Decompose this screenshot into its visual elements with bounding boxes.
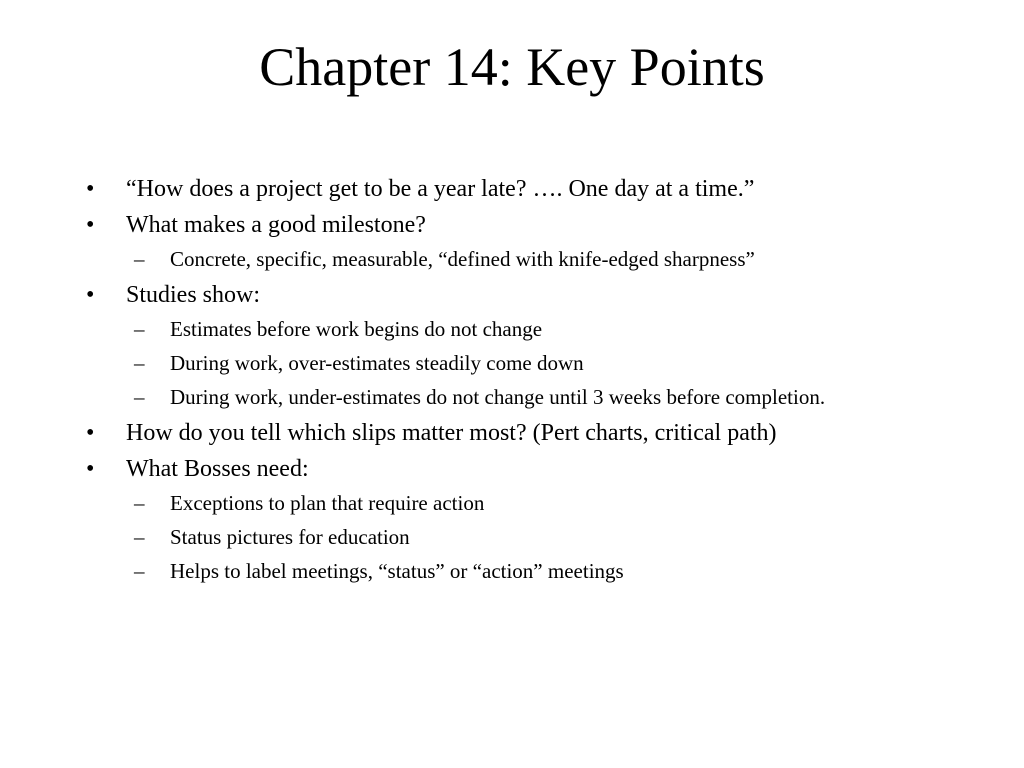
sub-bullet-marker: –: [134, 559, 145, 583]
bullet-item: [86, 175, 966, 203]
sub-bullet-marker: –: [134, 525, 145, 549]
bullet-list: [86, 175, 966, 593]
bullet-text: Studies show:: [126, 282, 261, 308]
bullet-item: [86, 419, 966, 447]
sub-bullet-text: Exceptions to plan that require action: [170, 491, 485, 515]
bullet-text: What Bosses need:: [126, 456, 309, 482]
sub-bullet-marker: –: [134, 247, 145, 271]
sub-bullet-text: Status pictures for education: [170, 525, 410, 549]
sub-bullet-item: [134, 385, 870, 409]
sub-bullet-text: Estimates before work begins do not change: [170, 317, 543, 341]
sub-bullet-marker: –: [134, 385, 145, 409]
sub-bullet-marker: –: [134, 351, 145, 375]
bullet-item: [86, 211, 966, 239]
sub-bullet-item: [134, 559, 870, 583]
sub-bullet-text: Helps to label meetings, “status” or “action” meetings: [170, 559, 624, 583]
bullet-text: “How does a project get to be a year late? …. One day at a time.”: [126, 176, 755, 202]
bullet-item: [86, 281, 966, 309]
bullet-text: What makes a good milestone?: [126, 212, 426, 238]
bullet-marker: •: [86, 456, 95, 482]
bullet-marker: •: [86, 176, 95, 202]
slide-title: Chapter 14: Key Points: [259, 37, 765, 97]
sub-bullet-text: During work, over-estimates steadily come down: [170, 351, 584, 375]
sub-bullet-marker: –: [134, 491, 145, 515]
bullet-item: [86, 455, 966, 483]
sub-bullet-marker: –: [134, 317, 145, 341]
sub-bullet-item: [134, 525, 870, 549]
sub-bullet-item: [134, 351, 870, 375]
bullet-marker: •: [86, 420, 95, 446]
sub-bullet-item: [134, 247, 870, 271]
sub-bullet-item: [134, 317, 870, 341]
sub-bullet-item: [134, 491, 870, 515]
bullet-text: How do you tell which slips matter most? (Pert charts, critical path): [126, 420, 777, 446]
bullet-marker: •: [86, 282, 95, 308]
sub-bullet-text: During work, under-estimates do not change until 3 weeks before completion.: [170, 385, 826, 409]
bullet-marker: •: [86, 212, 95, 238]
sub-bullet-text: Concrete, specific, measurable, “defined with knife-edged sharpness”: [170, 247, 755, 271]
